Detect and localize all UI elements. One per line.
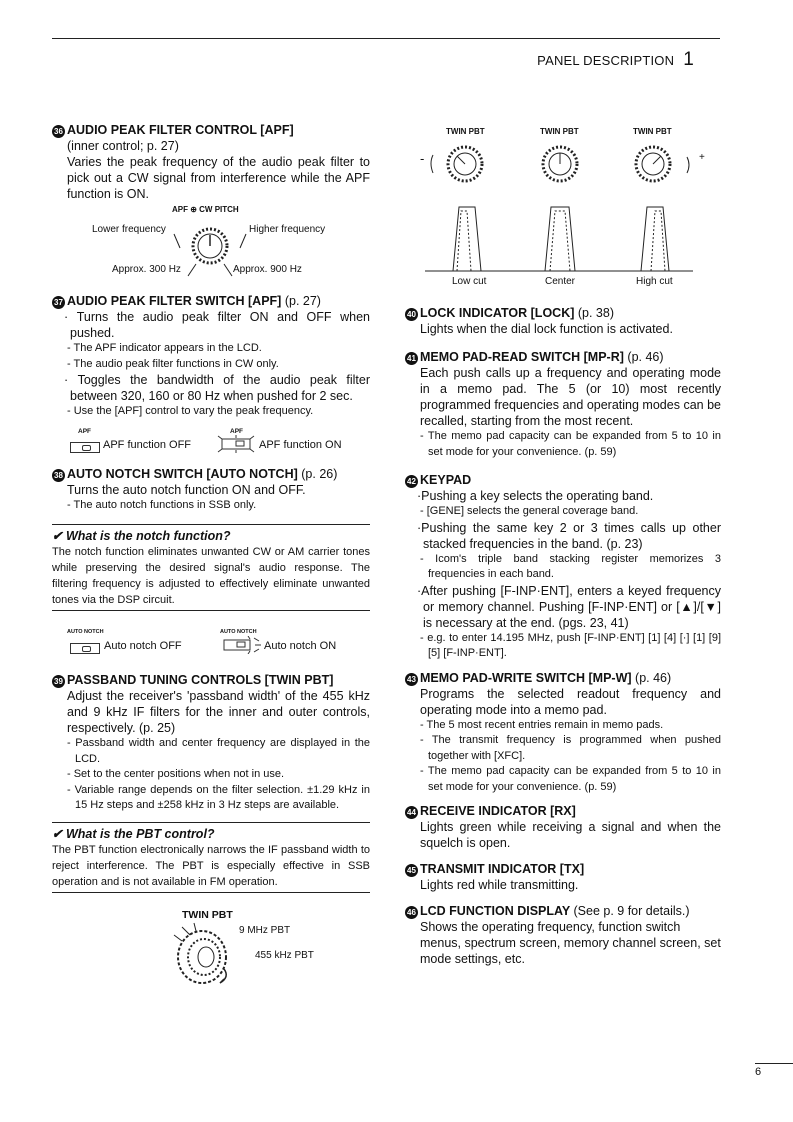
- section-42-title: 42 KEYPAD: [405, 473, 721, 488]
- section-39-note-1: - Passband width and center frequency are displayed in the LCD.: [67, 737, 370, 765]
- apf-indicator-on-icon: [216, 435, 256, 453]
- pbt-knob-label-3: TWIN PBT: [633, 127, 672, 136]
- item-number-44: 44: [405, 806, 418, 819]
- pbt-high-cut-label: High cut: [636, 276, 673, 287]
- item-number-45: 45: [405, 864, 418, 877]
- twin-pbt-fig-title: TWIN PBT: [182, 908, 233, 921]
- notch-on-label: Auto notch ON: [264, 640, 337, 652]
- apf-fig-min: Approx. 300 Hz: [112, 264, 181, 275]
- item-number-41: 41: [405, 352, 418, 365]
- section-41: [405, 350, 721, 460]
- header-title: PANEL DESCRIPTION: [537, 53, 675, 68]
- section-46: [405, 904, 721, 967]
- apf-fig-higher: Higher frequency: [249, 224, 326, 235]
- item-number-42: 42: [405, 475, 418, 488]
- pbt-minus-sign: -: [420, 151, 425, 166]
- section-43-note-2: - The transmit frequency is programmed when pushed together with [XFC].: [420, 734, 721, 762]
- section-42-bullet-1: ·Pushing a key selects the operating band.: [417, 489, 654, 503]
- section-39-note-3: - Variable range depends on the filter selection. ±1.29 kHz in 15 Hz steps and ±258 kHz in 3 Hz steps are available.: [67, 783, 370, 811]
- pbt-response-figure: [405, 123, 721, 303]
- section-40-title: 40 LOCK INDICATOR [LOCK] (p. 38): [405, 306, 721, 321]
- section-44-title: 44 RECEIVE INDICATOR [RX]: [405, 804, 721, 819]
- item-number-39: 39: [52, 675, 65, 688]
- section-41-note-1: - The memo pad capacity can be expanded from 5 to 10 in set mode for your convenience. (p. 59): [420, 430, 721, 458]
- section-42: [405, 473, 721, 662]
- section-36: [52, 123, 370, 279]
- notch-indicator-off-icon: [70, 643, 100, 654]
- item-number-40: 40: [405, 308, 418, 321]
- apf-tag-off: APF: [78, 427, 91, 435]
- pbt-low-cut-label: Low cut: [452, 276, 487, 287]
- notch-tag-off: AUTO NOTCH: [67, 629, 104, 635]
- notch-indicator-on-icon: [220, 636, 262, 654]
- section-38-text: Turns the auto notch function ON and OFF.: [67, 482, 306, 497]
- apf-fig-lower: Lower frequency: [92, 224, 166, 235]
- pbt-box-text: The PBT function electronically narrows the IF passband width to reject interference. The PBT is especially effective in SSB operation and is not available in FM operation.: [52, 843, 370, 888]
- section-42-bullet-3: ·After pushing [F-INP·ENT], enters a keyed frequency or memory channel. Pushing [F-INP·ENT] or [▲]/[▼] is necessary at the end. (pgs. 23, 41): [417, 583, 721, 630]
- pbt-diagram-icon: [405, 137, 715, 287]
- footer-rule: [755, 1063, 793, 1064]
- section-37-note-2: - The audio peak filter functions in CW only.: [67, 357, 279, 370]
- apf-tag-on: APF: [230, 427, 243, 435]
- section-40-text: Lights when the dial lock function is activated.: [420, 322, 673, 336]
- section-43-note-1: - The 5 most recent entries remain in memo pads.: [420, 718, 664, 731]
- pbt-box-title: ✔ What is the PBT control?: [52, 826, 215, 841]
- section-38-title: 38 AUTO NOTCH SWITCH [AUTO NOTCH] (p. 26): [52, 467, 370, 482]
- apf-off-label: APF function OFF: [103, 438, 192, 451]
- pbt-plus-sign: +: [699, 152, 705, 163]
- section-39-title: 39 PASSBAND TUNING CONTROLS [TWIN PBT]: [52, 673, 370, 688]
- page-header: [537, 49, 694, 71]
- apf-indicator-off-icon: [70, 442, 100, 453]
- notch-box-title: ✔ What is the notch function?: [52, 529, 231, 543]
- section-39: [52, 673, 370, 990]
- item-number-38: 38: [52, 469, 65, 482]
- section-45-text: Lights red while transmitting.: [420, 878, 579, 892]
- notch-box-text: The notch function eliminates unwanted CW or AM carrier tones while preserving the desired signal's audio response. The filtering frequency is adjusted to effectively eliminate unwanted tones via the DSP circuit.: [52, 546, 370, 606]
- pbt-info-box: [52, 822, 370, 893]
- section-41-text: Each push calls up a frequency and operating mode in a memo pad. The 5 (or 10) most recently programmed frequencies and operating modes can be recalled, starting from the most recent.: [420, 366, 721, 428]
- apf-fig-top: APF ⊕ CW PITCH: [172, 205, 239, 214]
- twin-pbt-knob-icon: [164, 921, 244, 989]
- section-39-text: Adjust the receiver's 'passband width' of the 455 kHz and 9 kHz IF filters for the inner and outer controls, respectively. (p. 25): [67, 689, 370, 735]
- section-38: [52, 467, 370, 668]
- section-37-bullet-1: · Turns the audio peak filter ON and OFF when pushed.: [64, 310, 371, 340]
- section-38-note-1: - The auto notch functions in SSB only.: [67, 498, 257, 511]
- section-43: [405, 671, 721, 796]
- notch-tag-on: AUTO NOTCH: [220, 629, 257, 635]
- section-37-note-1: - The APF indicator appears in the LCD.: [67, 342, 262, 354]
- section-43-note-3: - The memo pad capacity can be expanded from 5 to 10 in set mode for your convenience. (p. 59): [420, 765, 721, 793]
- item-number-36: 36: [52, 125, 65, 138]
- section-36-title: 36 AUDIO PEAK FILTER CONTROL [APF]: [52, 123, 370, 138]
- section-37-bullet-2: · Toggles the bandwidth of the audio peak filter between 320, 160 or 80 Hz when pushed for 2 sec.: [64, 373, 370, 403]
- apf-indicator-figure: [52, 424, 370, 460]
- section-46-text: Shows the operating frequency, function switch menus, spectrum screen, memory channel screen, set mode settings, etc.: [420, 920, 721, 966]
- section-42-note-2: - Icom's triple band stacking register memorizes 3 frequencies in each band.: [420, 552, 721, 580]
- section-36-text: Varies the peak frequency of the audio peak filter to pick out a CW signal from interference while the APF function is ON.: [67, 155, 370, 201]
- section-45-title: 45 TRANSMIT INDICATOR [TX]: [405, 862, 721, 877]
- apf-knob-icon: [170, 216, 250, 280]
- section-42-note-3: - e.g. to enter 14.195 MHz, push [F-INP·ENT] [1] [4] [·] [1] [9] [5] [F-INP·ENT].: [420, 631, 721, 659]
- right-column: [405, 123, 721, 967]
- left-column: [52, 123, 370, 990]
- twin-pbt-inner-label: 455 kHz PBT: [255, 949, 314, 961]
- section-41-title: 41 MEMO PAD-READ SWITCH [MP-R] (p. 46): [405, 350, 721, 365]
- chapter-number: 1: [683, 49, 694, 70]
- item-number-46: 46: [405, 906, 418, 919]
- pbt-knob-label-1: TWIN PBT: [446, 127, 485, 136]
- section-40: [405, 306, 721, 337]
- page-number: 6: [755, 1066, 762, 1078]
- section-42-note-1: - [GENE] selects the general coverage band.: [420, 505, 639, 517]
- section-45: [405, 862, 721, 893]
- section-46-title: 46 LCD FUNCTION DISPLAY (See p. 9 for details.): [405, 904, 721, 919]
- section-44: [405, 804, 721, 851]
- notch-info-box: [52, 524, 370, 611]
- item-number-37: 37: [52, 296, 65, 309]
- section-36-sub: (inner control; p. 27): [67, 139, 179, 153]
- notch-off-label: Auto notch OFF: [104, 640, 182, 652]
- section-39-note-2: - Set to the center positions when not in use.: [67, 768, 285, 780]
- section-42-bullet-2: ·Pushing the same key 2 or 3 times calls up other stacked frequencies in the band. (p. 23): [417, 520, 721, 551]
- twin-pbt-figure: [52, 905, 370, 990]
- section-37-title: 37 AUDIO PEAK FILTER SWITCH [APF] (p. 27): [52, 294, 370, 309]
- section-37: [52, 294, 370, 460]
- section-44-text: Lights green while receiving a signal and when the squelch is open.: [420, 820, 721, 850]
- section-43-text: Programs the selected readout frequency and operating mode into a memo pad.: [420, 686, 721, 717]
- apf-on-label: APF function ON: [259, 438, 342, 451]
- apf-knob-figure: [52, 202, 370, 279]
- pbt-center-label: Center: [545, 276, 576, 287]
- section-37-note-3: - Use the [APF] control to vary the peak frequency.: [67, 405, 314, 417]
- notch-indicator-figure: [52, 625, 370, 667]
- item-number-43: 43: [405, 673, 418, 686]
- pbt-knob-label-2: TWIN PBT: [540, 127, 579, 136]
- header-rule: [52, 38, 720, 39]
- section-43-title: 43 MEMO PAD-WRITE SWITCH [MP-W] (p. 46): [405, 671, 721, 686]
- apf-fig-max: Approx. 900 Hz: [233, 264, 302, 275]
- twin-pbt-outer-label: 9 MHz PBT: [239, 924, 291, 936]
